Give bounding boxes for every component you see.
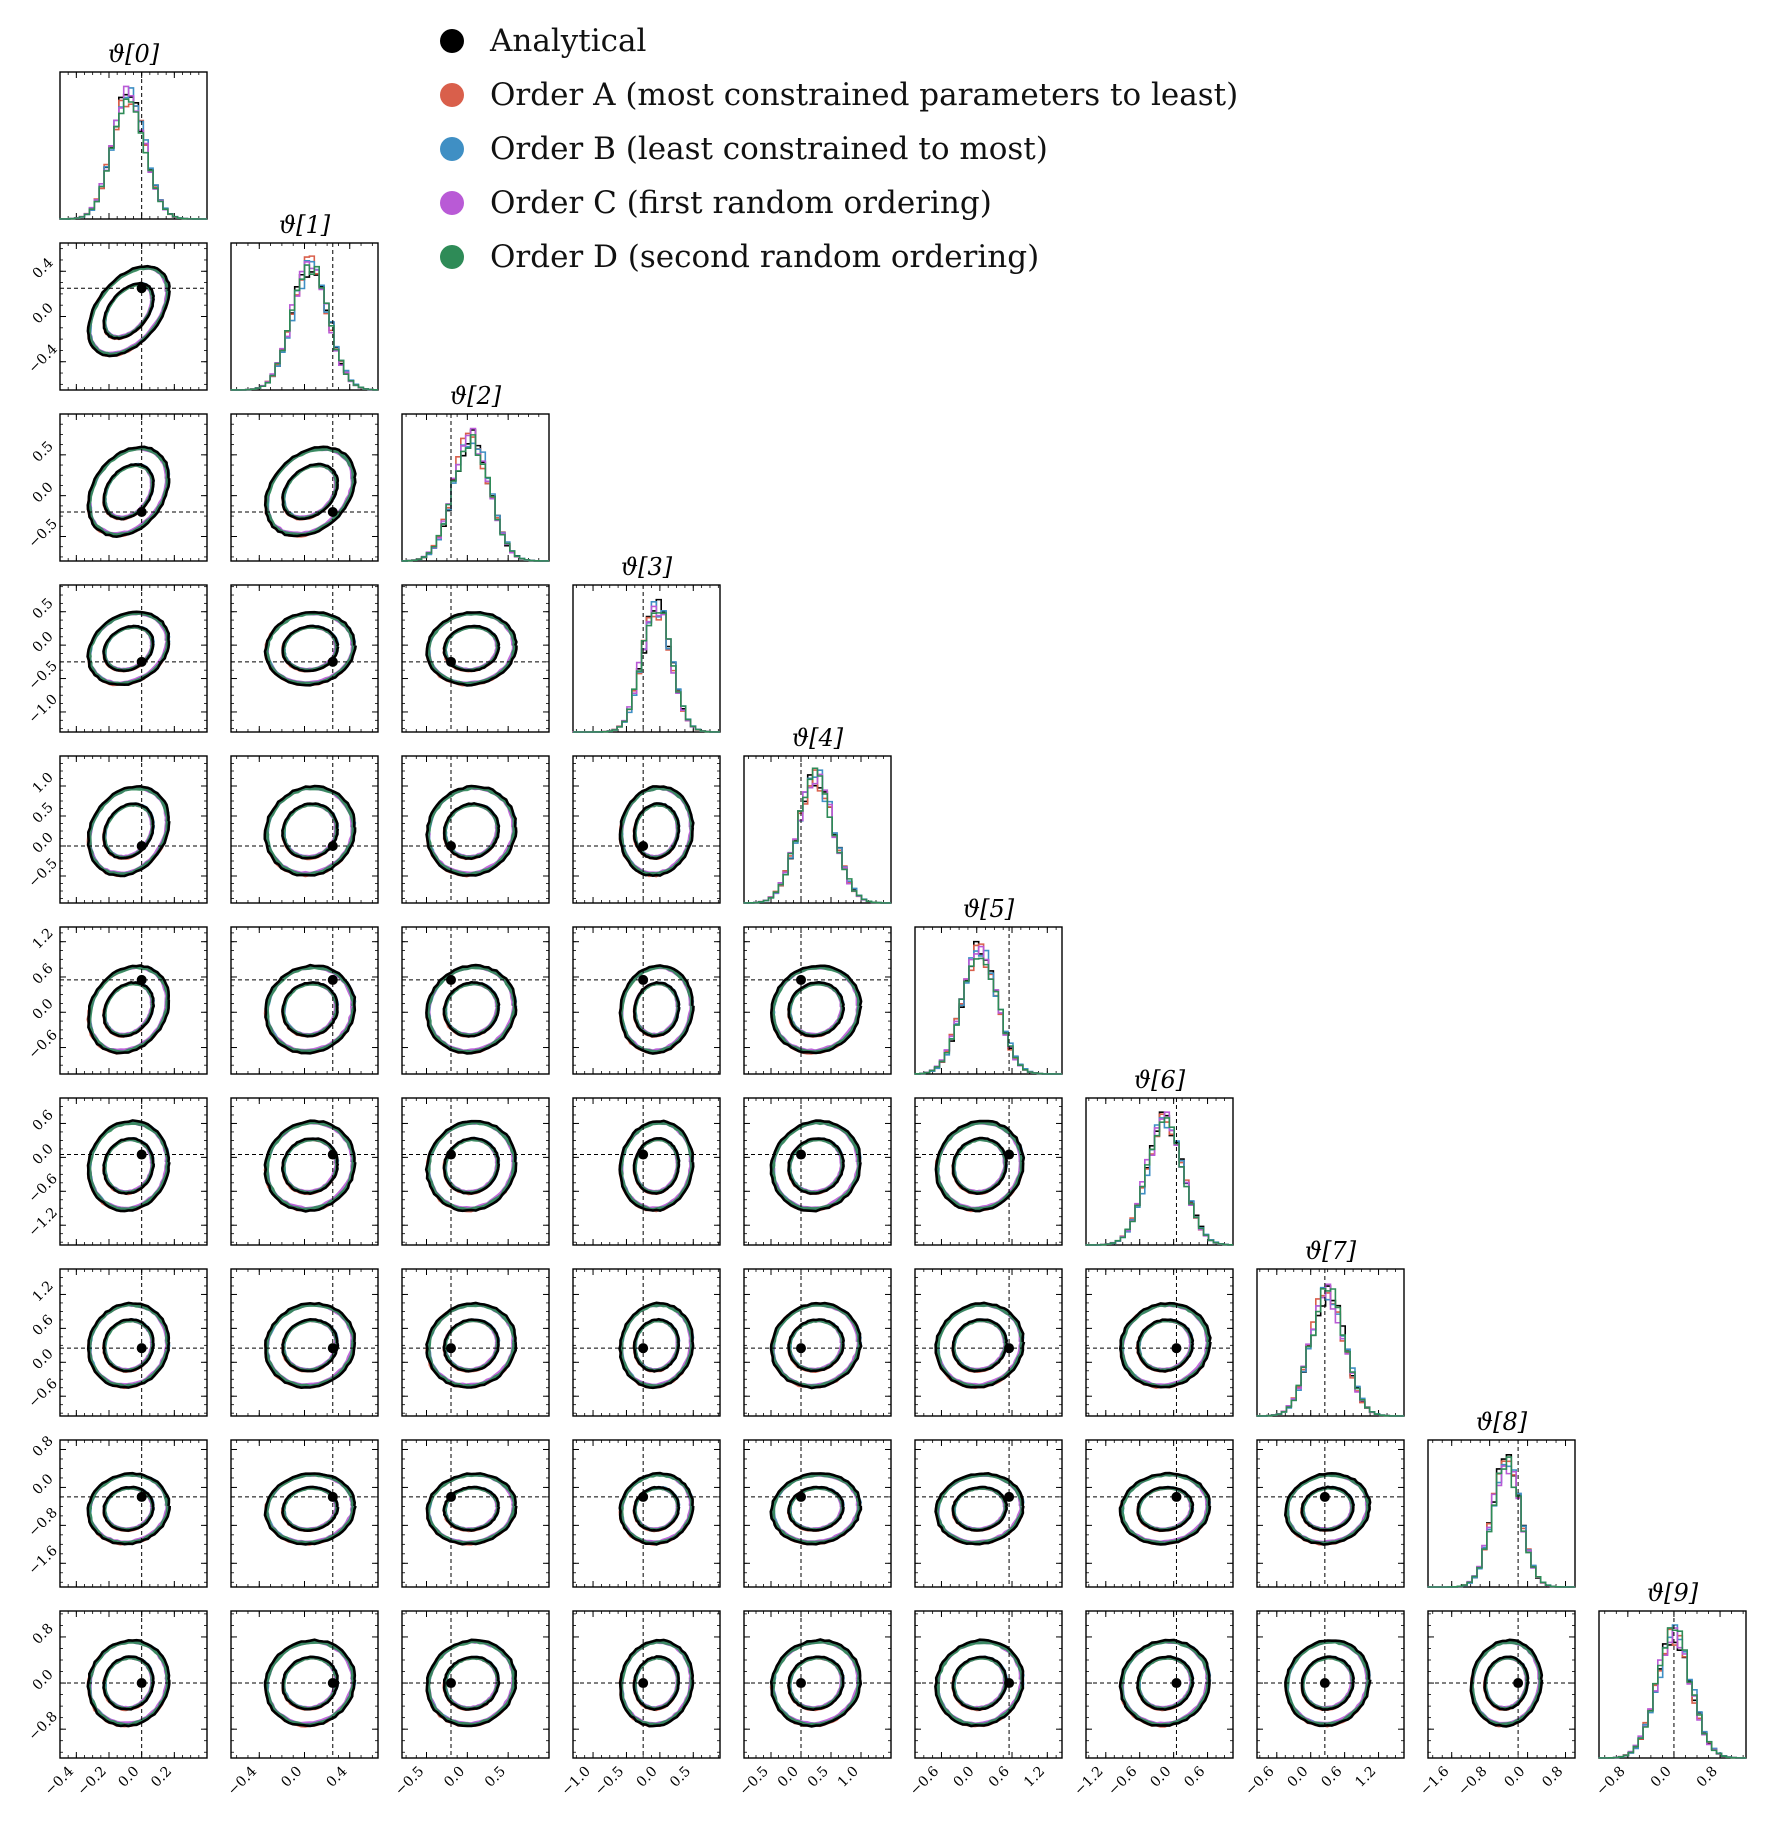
panel-9-8 <box>1417 1611 1575 1799</box>
truth-marker <box>137 1492 147 1502</box>
panel-frame <box>60 585 207 732</box>
panel-5-2 <box>402 927 549 1074</box>
panel-2-2 <box>402 382 549 561</box>
contour-order-c-2σ <box>89 449 166 534</box>
x-tick-label: −0.8 <box>1455 1763 1491 1799</box>
y-tick-label: 0.0 <box>29 628 57 656</box>
panel-9-5 <box>907 1611 1062 1799</box>
truth-marker <box>328 1343 338 1353</box>
y-tick-label: 0.6 <box>29 1107 57 1135</box>
y-tick-label: −0.5 <box>25 515 61 552</box>
x-tick-label: 0.0 <box>774 1763 802 1791</box>
contour-order-d-2σ <box>90 967 168 1052</box>
panel-frame <box>60 414 207 561</box>
contour-order-c-1σ <box>104 284 151 337</box>
histogram-order-a <box>744 770 891 903</box>
y-tick-label: 1.2 <box>29 1278 57 1306</box>
panel-6-6 <box>1086 1066 1233 1245</box>
y-tick-label: 0.0 <box>29 995 57 1023</box>
y-tick-label: 0.6 <box>29 1312 57 1340</box>
contour-order-d-1σ <box>105 984 153 1036</box>
contour-order-d-1σ <box>105 805 153 858</box>
x-tick-label: −1.6 <box>1417 1763 1453 1799</box>
contour-order-b-2σ <box>267 448 354 535</box>
histogram-order-c <box>1257 1284 1404 1416</box>
panel-8-7 <box>1257 1440 1404 1587</box>
panel-frame <box>402 585 549 732</box>
histogram-order-d <box>60 99 207 219</box>
contour-order-a-2σ <box>266 448 354 536</box>
panel-title: ϑ[0] <box>107 40 160 68</box>
panel-frame <box>402 1269 549 1416</box>
y-tick-label: 0.0 <box>29 1471 57 1499</box>
panel-frame <box>60 756 207 903</box>
y-tick-label: −0.6 <box>25 1027 61 1063</box>
panel-frame <box>1086 1611 1233 1758</box>
truth-marker <box>796 1343 806 1353</box>
panel-frame <box>60 1611 207 1758</box>
truth-marker <box>137 841 147 851</box>
panel-6-0 <box>25 1098 207 1245</box>
x-tick-label: 1.0 <box>834 1763 862 1791</box>
truth-marker <box>446 1150 456 1160</box>
legend-marker-order-b <box>440 137 464 161</box>
truth-marker <box>1004 1492 1014 1502</box>
truth-marker <box>137 975 147 985</box>
panel-9-7 <box>1242 1611 1404 1799</box>
truth-marker <box>137 657 147 667</box>
truth-marker <box>446 1492 456 1502</box>
panel-frame <box>915 927 1062 1074</box>
y-tick-label: 0.5 <box>29 799 57 827</box>
truth-marker <box>796 1678 806 1688</box>
histogram-order-a <box>1257 1293 1404 1416</box>
panel-frame <box>402 1440 549 1587</box>
x-tick-label: 0.0 <box>1284 1763 1312 1791</box>
contour-order-c-1σ <box>283 465 335 517</box>
panel-frame <box>573 756 720 903</box>
truth-marker <box>796 975 806 985</box>
panel-5-5 <box>915 895 1062 1074</box>
truth-marker <box>328 841 338 851</box>
truth-marker <box>638 1492 648 1502</box>
y-tick-label: 0.5 <box>29 438 57 466</box>
panel-frame <box>402 756 549 903</box>
truth-marker <box>1171 1343 1181 1353</box>
histogram-order-d <box>1599 1628 1746 1758</box>
panel-6-5 <box>915 1098 1062 1245</box>
panel-7-6 <box>1086 1269 1233 1416</box>
legend-item-order-c <box>440 176 1238 230</box>
truth-marker <box>638 975 648 985</box>
truth-marker <box>446 657 456 667</box>
truth-marker <box>137 507 147 517</box>
contour-analytical-1σ <box>953 1487 1007 1531</box>
panel-5-3 <box>573 927 720 1074</box>
panel-2-0 <box>25 414 207 561</box>
legend-marker-order-d <box>440 245 464 269</box>
x-tick-label: 0.2 <box>148 1763 176 1791</box>
panel-8-8 <box>1428 1408 1575 1587</box>
y-tick-label: −0.4 <box>25 341 61 377</box>
contour-analytical-2σ <box>88 447 169 537</box>
contour-order-c-2σ <box>89 268 167 354</box>
panel-frame <box>573 585 720 732</box>
x-tick-label: 0.0 <box>633 1763 661 1791</box>
legend-item-order-a <box>440 68 1238 122</box>
truth-marker <box>1171 1678 1181 1688</box>
contour-order-c-2σ <box>90 613 167 683</box>
y-tick-label: 0.5 <box>29 595 57 623</box>
panel-6-1 <box>231 1098 378 1245</box>
legend-marker-analytical <box>440 29 464 53</box>
histogram-analytical <box>60 95 207 219</box>
panel-3-3 <box>573 553 720 732</box>
contour-order-c-2σ <box>266 449 352 534</box>
x-tick-label: 0.4 <box>323 1763 351 1791</box>
panel-8-6 <box>1086 1440 1233 1587</box>
panel-frame <box>60 1440 207 1587</box>
panel-5-0 <box>25 925 207 1074</box>
y-tick-label: 0.6 <box>29 960 57 988</box>
truth-marker <box>446 975 456 985</box>
panel-7-3 <box>573 1269 720 1416</box>
x-tick-label: 0.5 <box>481 1763 509 1791</box>
contour-order-a-2σ <box>88 788 168 876</box>
panel-9-6 <box>1071 1611 1233 1799</box>
panel-9-3 <box>559 1611 720 1799</box>
contour-analytical-1σ <box>789 1320 844 1372</box>
panel-9-2 <box>392 1611 549 1799</box>
truth-marker <box>1320 1492 1330 1502</box>
x-tick-label: −0.4 <box>41 1763 78 1799</box>
contour-analytical-2σ <box>265 447 355 536</box>
panel-frame <box>231 585 378 732</box>
panel-2-1 <box>231 414 378 561</box>
truth-marker <box>1004 1343 1014 1353</box>
panel-0-0 <box>60 40 207 219</box>
panel-5-4 <box>744 927 891 1074</box>
x-tick-label: 0.8 <box>1539 1763 1567 1791</box>
histogram-order-c <box>1428 1466 1575 1587</box>
x-tick-label: −0.6 <box>1242 1763 1278 1799</box>
truth-marker <box>446 1678 456 1688</box>
x-tick-label: 0.0 <box>950 1763 978 1791</box>
histogram-order-b <box>231 261 378 390</box>
contour-order-d-2σ <box>89 613 168 684</box>
x-tick-label: 0.6 <box>1318 1763 1346 1791</box>
truth-marker <box>1320 1678 1330 1688</box>
panel-3-2 <box>402 585 549 732</box>
y-tick-label: 0.0 <box>29 1141 57 1169</box>
panel-frame <box>573 1440 720 1587</box>
x-tick-label: −0.2 <box>74 1763 110 1799</box>
truth-marker <box>328 1678 338 1688</box>
panel-title: ϑ[9] <box>1646 1579 1699 1607</box>
x-tick-label: 0.0 <box>1501 1763 1529 1791</box>
y-tick-label: 0.4 <box>29 254 57 282</box>
panel-frame <box>744 1269 891 1416</box>
contour-analytical-1σ <box>953 1138 1007 1194</box>
contour-order-a-2σ <box>88 967 168 1053</box>
contour-order-c-2σ <box>90 788 167 874</box>
panel-7-5 <box>915 1269 1062 1416</box>
panel-title: ϑ[3] <box>620 553 673 581</box>
histogram-order-b <box>402 443 549 561</box>
x-tick-label: −0.6 <box>906 1763 943 1799</box>
panel-title: ϑ[6] <box>1133 1066 1186 1094</box>
contour-analytical-1σ <box>104 1487 153 1531</box>
contour-analytical-1σ <box>1138 1487 1193 1530</box>
histogram-order-c <box>1599 1628 1746 1758</box>
truth-marker <box>1513 1678 1523 1688</box>
legend-item-analytical <box>440 14 1238 68</box>
panel-6-4 <box>744 1098 891 1245</box>
legend-marker-order-c <box>440 191 464 215</box>
contour-order-a-2σ <box>88 448 168 536</box>
truth-marker <box>446 841 456 851</box>
contour-order-d-1σ <box>105 285 153 338</box>
panel-1-0 <box>25 243 207 390</box>
panel-frame <box>744 1611 891 1758</box>
contour-order-b-2σ <box>90 448 169 535</box>
panel-3-0 <box>25 585 207 732</box>
panel-7-0 <box>25 1269 207 1416</box>
y-tick-label: −0.8 <box>25 1504 61 1541</box>
x-tick-label: −0.8 <box>1593 1763 1629 1799</box>
truth-marker <box>137 1343 147 1353</box>
y-tick-label: 0.0 <box>29 1666 57 1694</box>
x-tick-label: 0.5 <box>667 1763 695 1791</box>
y-tick-label: 0.0 <box>29 1345 57 1373</box>
x-tick-label: −0.5 <box>591 1763 628 1799</box>
panel-frame <box>573 1269 720 1416</box>
y-tick-label: 0.0 <box>29 829 57 857</box>
panel-1-1 <box>231 211 378 390</box>
contour-order-d-2σ <box>90 789 168 874</box>
legend <box>440 14 1238 284</box>
panel-frame <box>231 414 378 561</box>
histogram-analytical <box>231 272 378 390</box>
legend-marker-order-a <box>440 83 464 107</box>
panel-frame <box>573 1098 720 1245</box>
histogram-order-d <box>915 958 1062 1074</box>
truth-marker <box>137 1150 147 1160</box>
truth-marker <box>638 1150 648 1160</box>
panel-4-4 <box>744 724 891 903</box>
contour-analytical-2σ <box>88 266 170 356</box>
contour-analytical-2σ <box>88 966 168 1054</box>
contour-analytical-1σ <box>634 1138 679 1193</box>
truth-marker <box>328 1492 338 1502</box>
panel-frame <box>60 1269 207 1416</box>
y-tick-label: 1.2 <box>29 925 57 953</box>
contour-order-d-2σ <box>89 268 167 355</box>
legend-item-order-d <box>440 230 1238 284</box>
truth-marker <box>796 1492 806 1502</box>
histogram-analytical <box>744 775 891 903</box>
contour-order-a-2σ <box>88 613 167 685</box>
panel-title: ϑ[7] <box>1304 1237 1357 1265</box>
panel-frame <box>231 1440 378 1587</box>
y-tick-label: 1.0 <box>29 769 57 797</box>
panel-5-1 <box>231 927 378 1074</box>
panel-9-4 <box>736 1611 891 1799</box>
contour-analytical-1σ <box>789 1139 844 1194</box>
x-tick-label: 0.0 <box>1147 1763 1175 1791</box>
contour-order-b-2σ <box>90 613 169 684</box>
histogram-analytical <box>1599 1642 1746 1758</box>
x-tick-label: 0.8 <box>1693 1763 1721 1791</box>
y-tick-label: 0.8 <box>29 1433 57 1461</box>
contour-order-b-2σ <box>90 787 169 874</box>
contour-order-a-1σ <box>104 284 153 338</box>
panel-frame <box>60 927 207 1074</box>
x-tick-label: −0.6 <box>1105 1763 1141 1799</box>
panel-4-1 <box>231 756 378 903</box>
panel-8-5 <box>915 1440 1062 1587</box>
panel-8-2 <box>402 1440 549 1587</box>
panel-9-9 <box>1593 1579 1746 1799</box>
panel-8-4 <box>744 1440 891 1587</box>
panel-7-2 <box>402 1269 549 1416</box>
histogram-order-a <box>60 100 207 219</box>
truth-marker <box>328 975 338 985</box>
panel-frame <box>231 1098 378 1245</box>
truth-marker <box>638 1678 648 1688</box>
contour-order-d-2σ <box>267 449 353 534</box>
truth-marker <box>328 657 338 667</box>
x-tick-label: 0.0 <box>441 1763 469 1791</box>
truth-marker <box>638 1343 648 1353</box>
panel-6-3 <box>573 1098 720 1245</box>
x-tick-label: −0.5 <box>391 1763 428 1799</box>
panel-9-0 <box>25 1611 207 1799</box>
contour-analytical-2σ <box>88 786 169 876</box>
contour-analytical-1σ <box>104 283 154 339</box>
y-tick-label: 0.0 <box>29 479 57 507</box>
panel-7-4 <box>744 1269 891 1416</box>
truth-marker <box>1004 1150 1014 1160</box>
y-tick-label: −0.8 <box>25 1708 61 1745</box>
truth-marker <box>796 1150 806 1160</box>
x-tick-label: 0.6 <box>985 1763 1013 1791</box>
truth-marker <box>638 841 648 851</box>
contour-order-a-2σ <box>88 267 168 355</box>
truth-marker <box>446 1343 456 1353</box>
x-tick-label: 0.0 <box>115 1763 143 1791</box>
x-tick-label: 1.2 <box>1021 1763 1049 1791</box>
legend-item-order-b <box>440 122 1238 176</box>
x-tick-label: −1.0 <box>558 1763 594 1799</box>
panel-4-2 <box>402 756 549 903</box>
y-tick-label: −0.5 <box>25 855 61 891</box>
x-tick-label: −0.4 <box>224 1763 261 1799</box>
panel-title: ϑ[5] <box>962 895 1015 923</box>
y-tick-label: −0.5 <box>25 658 61 694</box>
y-tick-label: 0.8 <box>29 1620 57 1648</box>
histogram-order-d <box>573 613 720 732</box>
panel-7-7 <box>1257 1237 1404 1416</box>
y-tick-label: −1.2 <box>25 1204 61 1241</box>
panel-frame <box>1257 1440 1404 1587</box>
panel-8-0 <box>25 1433 207 1587</box>
truth-marker <box>137 283 147 293</box>
panel-frame <box>1257 1611 1404 1758</box>
y-tick-label: −1.0 <box>25 691 61 727</box>
contour-analytical-1σ <box>444 982 499 1036</box>
legend-label-order-d: Order D (second random ordering) <box>490 239 1040 275</box>
x-tick-label: 0.0 <box>278 1763 306 1791</box>
contour-order-b-2σ <box>90 966 169 1051</box>
histogram-order-a <box>1599 1629 1746 1758</box>
y-tick-label: −0.6 <box>25 1375 61 1412</box>
panel-4-0 <box>25 756 207 903</box>
panel-8-1 <box>231 1440 378 1587</box>
truth-marker <box>328 507 338 517</box>
x-tick-label: 1.2 <box>1352 1763 1380 1791</box>
histogram-order-c <box>744 774 891 903</box>
y-tick-label: −0.6 <box>25 1170 61 1207</box>
truth-marker <box>1171 1492 1181 1502</box>
panel-frame <box>60 243 207 390</box>
panel-3-1 <box>231 585 378 732</box>
y-tick-label: 0.0 <box>29 300 57 328</box>
legend-label-order-a: Order A (most constrained parameters to least) <box>490 77 1239 113</box>
panel-6-2 <box>402 1098 549 1245</box>
legend-label-order-b: Order B (least constrained to most) <box>490 131 1048 167</box>
panel-7-1 <box>231 1269 378 1416</box>
contour-order-d-2σ <box>89 449 167 535</box>
legend-label-order-c: Order C (first random ordering) <box>490 185 992 221</box>
contour-analytical-2σ <box>620 1473 693 1544</box>
x-tick-label: 0.0 <box>1647 1763 1675 1791</box>
panel-title: ϑ[4] <box>791 724 844 752</box>
panel-8-3 <box>573 1440 720 1587</box>
contour-analytical-1σ <box>104 1319 154 1371</box>
contour-analytical-1σ <box>789 1487 844 1530</box>
panel-frame <box>1428 1611 1575 1758</box>
x-tick-label: −1.2 <box>1071 1763 1107 1799</box>
contour-order-b-1σ <box>105 284 154 338</box>
y-tick-label: −1.6 <box>25 1542 61 1579</box>
histogram-order-d <box>402 435 549 561</box>
x-tick-label: 0.6 <box>1181 1763 1209 1791</box>
panel-title: ϑ[1] <box>278 211 331 239</box>
x-tick-label: −0.5 <box>736 1763 772 1799</box>
truth-marker <box>137 1678 147 1688</box>
panel-frame <box>402 1611 549 1758</box>
panel-9-1 <box>225 1611 378 1799</box>
legend-label-analytical: Analytical <box>490 23 647 59</box>
panel-frame <box>744 1440 891 1587</box>
panel-frame <box>1086 1440 1233 1587</box>
contour-order-c-2σ <box>89 967 166 1050</box>
panel-4-3 <box>573 756 720 903</box>
panel-title: ϑ[8] <box>1475 1408 1528 1436</box>
contour-order-b-2σ <box>90 267 169 354</box>
contour-analytical-2σ <box>88 612 169 685</box>
x-tick-label: 0.5 <box>804 1763 832 1791</box>
truth-marker <box>1004 1678 1014 1688</box>
truth-marker <box>328 1150 338 1160</box>
panel-title: ϑ[2] <box>449 382 502 410</box>
